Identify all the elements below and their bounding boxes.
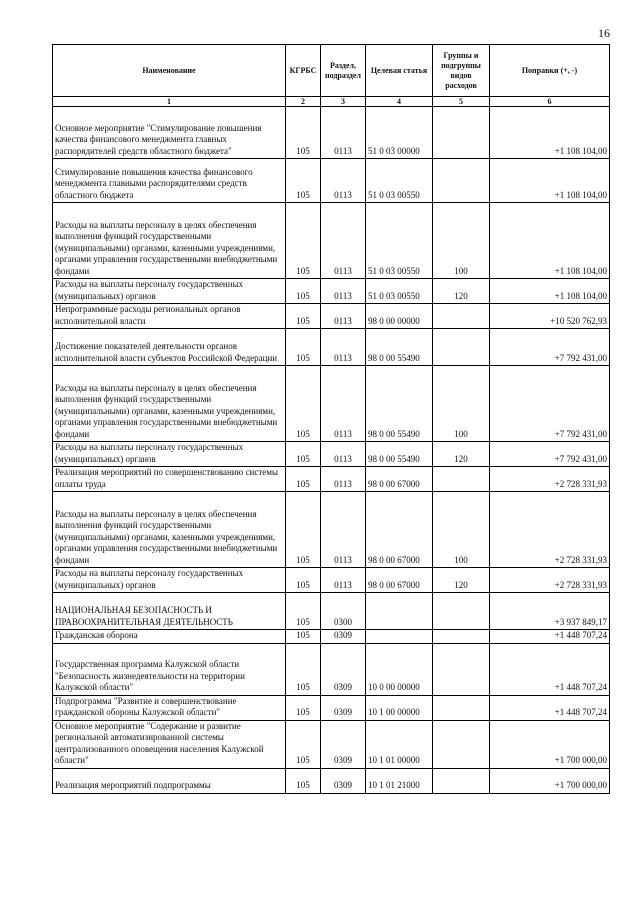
cell-razdel: 0113 <box>321 492 366 568</box>
cell-grp <box>433 107 490 159</box>
table-row <box>53 695 610 720</box>
cell-popr: +2 728 331,93 <box>490 467 610 492</box>
table-row <box>53 304 610 329</box>
table-row <box>53 467 610 492</box>
cell-kgrbs: 105 <box>286 279 321 304</box>
table-body <box>53 107 610 794</box>
table-row <box>53 593 610 630</box>
cell-razdel: 0113 <box>321 203 366 279</box>
header-razdel: Раздел, подраздел <box>321 45 366 97</box>
cell-razdel: 0113 <box>321 279 366 304</box>
cell-celev: 10 0 00 00000 <box>366 643 433 695</box>
table-row <box>53 720 610 768</box>
cell-name: Непрограммные расходы региональных органов исполнительной власти <box>53 304 286 329</box>
cell-popr: +10 520 762,93 <box>490 304 610 329</box>
cell-grp <box>433 695 490 720</box>
cell-kgrbs: 105 <box>286 630 321 644</box>
cell-grp: 100 <box>433 492 490 568</box>
cell-kgrbs: 105 <box>286 593 321 630</box>
col-num: 6 <box>490 97 610 107</box>
cell-celev: 51 0 03 00000 <box>366 107 433 159</box>
cell-grp: 100 <box>433 366 490 442</box>
cell-popr: +1 108 104,00 <box>490 107 610 159</box>
cell-kgrbs: 105 <box>286 107 321 159</box>
cell-grp <box>433 630 490 644</box>
cell-name: Государственная программа Калужской области "Безопасность жизнедеятельности на территории Калужской области" <box>53 643 286 695</box>
cell-celev: 51 0 03 00550 <box>366 159 433 203</box>
header-kgrbs: КГРБС <box>286 45 321 97</box>
cell-popr: +2 728 331,93 <box>490 568 610 593</box>
cell-name: Гражданская оборона <box>53 630 286 644</box>
cell-celev <box>366 593 433 630</box>
header-name: Наименование <box>53 45 286 97</box>
cell-razdel: 0309 <box>321 630 366 644</box>
cell-name: Стимулирование повышения качества финансового менеджмента главными распорядителями средств областного бюджета <box>53 159 286 203</box>
cell-celev: 51 0 03 00550 <box>366 203 433 279</box>
table-row <box>53 492 610 568</box>
cell-razdel: 0309 <box>321 643 366 695</box>
cell-kgrbs: 105 <box>286 492 321 568</box>
cell-name: Расходы на выплаты персоналу в целях обеспечения выполнения функций государственными (муниципальными) органами, казенными учреждениями, органами управления государственными внебюджетными фондами <box>53 492 286 568</box>
cell-kgrbs: 105 <box>286 366 321 442</box>
table-row <box>53 366 610 442</box>
cell-celev: 98 0 00 67000 <box>366 568 433 593</box>
cell-celev: 98 0 00 55490 <box>366 442 433 467</box>
cell-kgrbs: 105 <box>286 159 321 203</box>
table-row <box>53 768 610 793</box>
cell-celev: 10 1 00 00000 <box>366 695 433 720</box>
cell-kgrbs: 105 <box>286 467 321 492</box>
cell-kgrbs: 105 <box>286 203 321 279</box>
cell-grp <box>433 768 490 793</box>
cell-kgrbs: 105 <box>286 695 321 720</box>
cell-kgrbs: 105 <box>286 768 321 793</box>
cell-grp <box>433 329 490 366</box>
cell-celev: 10 1 01 21000 <box>366 768 433 793</box>
cell-kgrbs: 105 <box>286 304 321 329</box>
table-row <box>53 442 610 467</box>
header-grp: Группы и подгруппы видов расходов <box>433 45 490 97</box>
cell-razdel: 0309 <box>321 720 366 768</box>
cell-grp <box>433 159 490 203</box>
cell-razdel: 0309 <box>321 695 366 720</box>
cell-celev: 10 1 01 00000 <box>366 720 433 768</box>
cell-grp <box>433 467 490 492</box>
cell-razdel: 0113 <box>321 366 366 442</box>
header-celev: Целевая статья <box>366 45 433 97</box>
cell-kgrbs: 105 <box>286 442 321 467</box>
cell-name: Реализация мероприятий подпрограммы <box>53 768 286 793</box>
table-row <box>53 107 610 159</box>
table-row <box>53 630 610 644</box>
cell-kgrbs: 105 <box>286 643 321 695</box>
cell-celev: 98 0 00 00000 <box>366 304 433 329</box>
column-numbers-row <box>53 97 610 107</box>
cell-grp <box>433 643 490 695</box>
budget-table <box>52 44 610 794</box>
cell-grp: 100 <box>433 203 490 279</box>
table-row <box>53 159 610 203</box>
header-popr: Поправки (+, -) <box>490 45 610 97</box>
cell-popr: +7 792 431,00 <box>490 366 610 442</box>
cell-celev: 98 0 00 67000 <box>366 467 433 492</box>
cell-name: Расходы на выплаты персоналу в целях обеспечения выполнения функций государственными (муниципальными) органами, казенными учреждениями, органами управления государственными внебюджетными фондами <box>53 203 286 279</box>
cell-popr: +1 448 707,24 <box>490 630 610 644</box>
col-num: 2 <box>286 97 321 107</box>
cell-grp: 120 <box>433 442 490 467</box>
table-row <box>53 568 610 593</box>
cell-grp <box>433 720 490 768</box>
table-row <box>53 643 610 695</box>
cell-name: Основное мероприятие "Содержание и развитие региональной автоматизированной системы централизованного оповещения населения Калужской области" <box>53 720 286 768</box>
col-num: 1 <box>53 97 286 107</box>
cell-razdel: 0113 <box>321 304 366 329</box>
cell-popr: +7 792 431,00 <box>490 329 610 366</box>
cell-popr: +1 108 104,00 <box>490 279 610 304</box>
col-num: 4 <box>366 97 433 107</box>
cell-celev: 98 0 00 55490 <box>366 329 433 366</box>
col-num: 5 <box>433 97 490 107</box>
cell-razdel: 0113 <box>321 329 366 366</box>
cell-celev: 98 0 00 67000 <box>366 492 433 568</box>
cell-popr: +1 448 707,24 <box>490 643 610 695</box>
table-header <box>53 45 610 107</box>
table-row <box>53 203 610 279</box>
cell-razdel: 0309 <box>321 768 366 793</box>
cell-popr: +1 108 104,00 <box>490 159 610 203</box>
cell-grp <box>433 304 490 329</box>
cell-grp: 120 <box>433 279 490 304</box>
cell-name: Достижение показателей деятельности органов исполнительной власти субъектов Российской Федерации <box>53 329 286 366</box>
cell-kgrbs: 105 <box>286 329 321 366</box>
cell-popr: +1 108 104,00 <box>490 203 610 279</box>
cell-popr: +7 792 431,00 <box>490 442 610 467</box>
cell-name: Основное мероприятие "Стимулирование повышения качества финансового менеджмента главных распорядителей средств областного бюджета" <box>53 107 286 159</box>
cell-grp <box>433 593 490 630</box>
cell-razdel: 0113 <box>321 442 366 467</box>
cell-celev: 98 0 00 55490 <box>366 366 433 442</box>
cell-celev <box>366 630 433 644</box>
cell-kgrbs: 105 <box>286 720 321 768</box>
cell-popr: +1 700 000,00 <box>490 768 610 793</box>
cell-razdel: 0113 <box>321 467 366 492</box>
cell-name: Расходы на выплаты персоналу государственных (муниципальных) органов <box>53 568 286 593</box>
cell-kgrbs: 105 <box>286 568 321 593</box>
cell-popr: +1 448 707,24 <box>490 695 610 720</box>
cell-name: Расходы на выплаты персоналу государственных (муниципальных) органов <box>53 279 286 304</box>
cell-celev: 51 0 03 00550 <box>366 279 433 304</box>
table-row <box>53 279 610 304</box>
cell-razdel: 0113 <box>321 159 366 203</box>
cell-name: Реализация мероприятий по совершенствованию системы оплаты труда <box>53 467 286 492</box>
cell-popr: +2 728 331,93 <box>490 492 610 568</box>
cell-razdel: 0300 <box>321 593 366 630</box>
cell-razdel: 0113 <box>321 107 366 159</box>
cell-grp: 120 <box>433 568 490 593</box>
page-number: 16 <box>598 26 610 40</box>
table-row <box>53 329 610 366</box>
cell-popr: +3 937 849,17 <box>490 593 610 630</box>
cell-popr: +1 700 000,00 <box>490 720 610 768</box>
cell-name: Расходы на выплаты персоналу в целях обеспечения выполнения функций государственными (муниципальными) органами, казенными учреждениями, органами управления государственными внебюджетными фондами <box>53 366 286 442</box>
col-num: 3 <box>321 97 366 107</box>
cell-razdel: 0113 <box>321 568 366 593</box>
cell-name: Подпрограмма "Развитие и совершенствование гражданской обороны Калужской области" <box>53 695 286 720</box>
cell-name: НАЦИОНАЛЬНАЯ БЕЗОПАСНОСТЬ И ПРАВООХРАНИТЕЛЬНАЯ ДЕЯТЕЛЬНОСТЬ <box>53 593 286 630</box>
cell-name: Расходы на выплаты персоналу государственных (муниципальных) органов <box>53 442 286 467</box>
